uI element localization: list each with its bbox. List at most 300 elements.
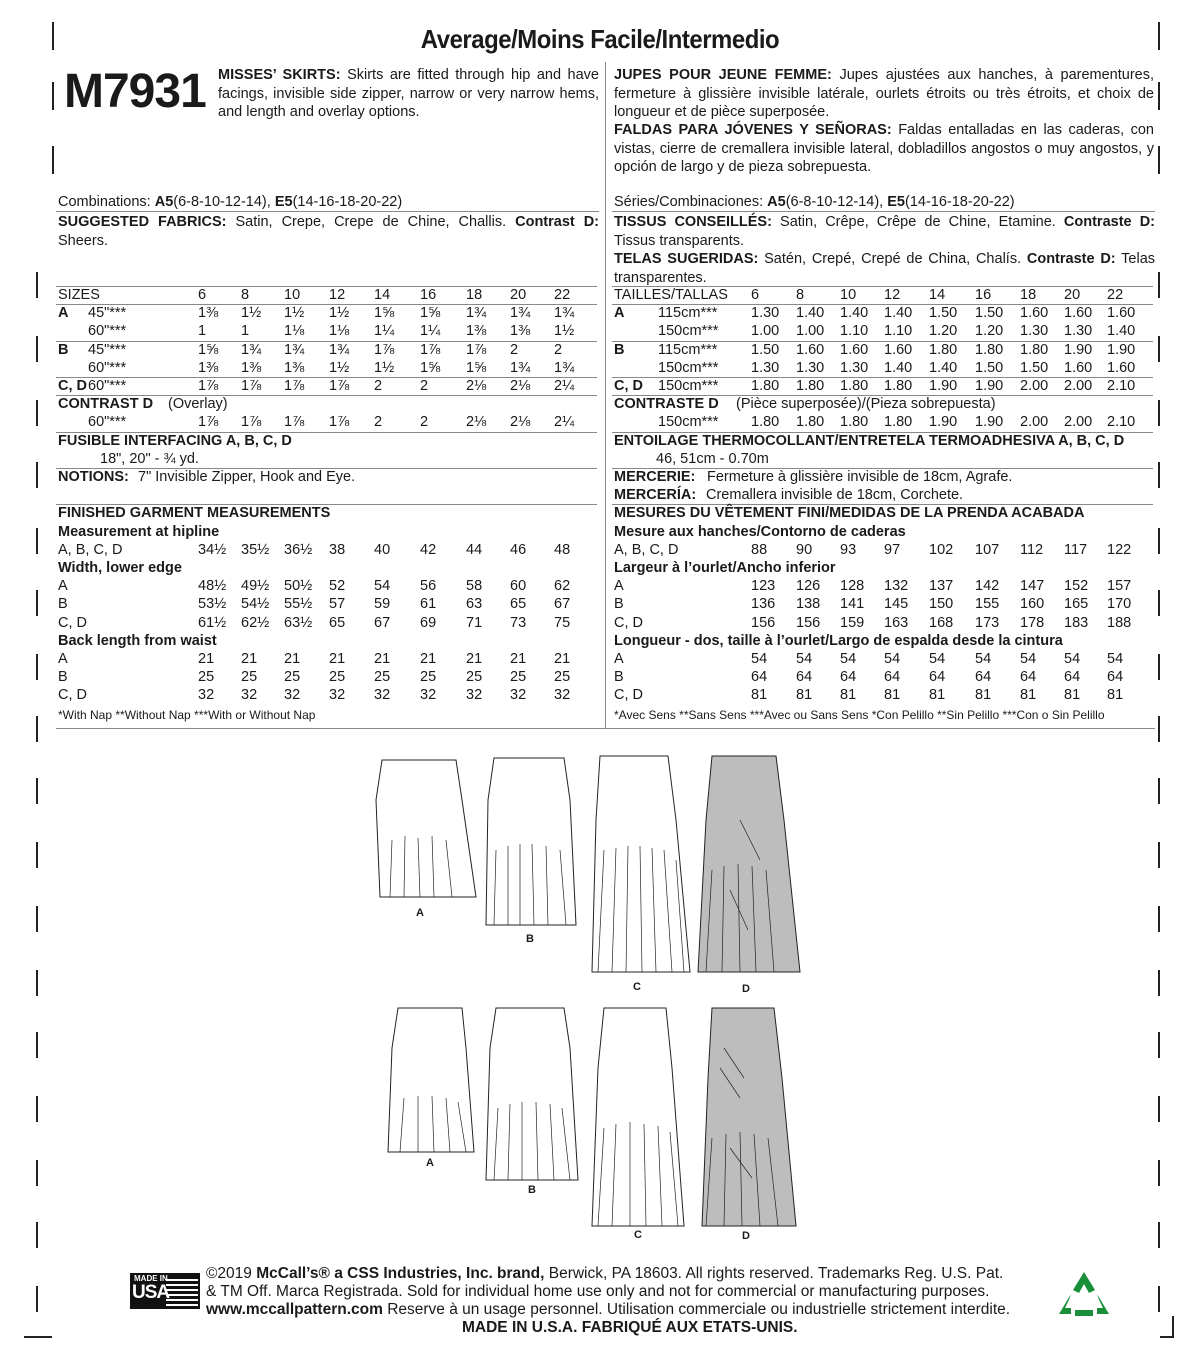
yardage-cell: 1.60: [1064, 305, 1093, 322]
measurement-cell: 132: [884, 578, 909, 595]
measurement-cell: 67: [374, 614, 391, 631]
size-col: 12: [884, 287, 901, 303]
comb-a5: A5: [154, 194, 174, 210]
measurement-cell: 36½: [284, 541, 313, 558]
measurement-cell: 61: [420, 596, 437, 613]
yardage-cell: 1.80: [1020, 341, 1049, 358]
footer-line-3-rest: Reserve à un usage personnel. Utilisation commerciale ou industrielle strictement interdite.: [387, 1301, 1011, 1318]
measurement-cell: 142: [975, 578, 1000, 595]
yardage-row: [614, 323, 1155, 341]
merceria-body: Cremallera invisible de 18cm, Corchete.: [706, 487, 964, 504]
size-col: 6: [751, 287, 760, 303]
length-row: [58, 651, 599, 669]
yardage-cell: 1⅞: [241, 378, 262, 394]
tissus-conseilles: [614, 213, 1155, 250]
measurement-cell: 156: [751, 614, 776, 631]
row-label: B: [58, 596, 68, 613]
measurement-cell: 48: [554, 541, 571, 558]
fabric-width: 115cm***: [658, 341, 718, 358]
measurement-cell: 93: [840, 541, 857, 558]
length-row: [614, 651, 1155, 669]
measurement-cell: 160: [1020, 596, 1045, 613]
measurement-cell: 170: [1107, 596, 1132, 613]
measurement-cell: 25: [554, 669, 571, 686]
yardage-cell: 1⅜: [198, 359, 219, 376]
telas-body: Satén, Crepé, Crepé de China, Chalís.: [764, 251, 1022, 267]
fabric-width: 60"***: [88, 378, 127, 394]
footer-line-1-rest: Berwick, PA 18603. All rights reserved. Trademarks Reg. U.S. Pat.: [548, 1265, 1004, 1282]
sketch-label-back-a: A: [426, 1157, 434, 1169]
combinations-label: Combinations:: [58, 194, 151, 210]
row-label: A: [614, 578, 624, 595]
measurement-cell: 21: [466, 651, 483, 667]
measurement-cell: 54: [1107, 651, 1124, 667]
hip-head-text: Measurement at hipline: [58, 523, 220, 540]
contrast-sub: (Pièce superposée)/(Pieza sobrepuesta): [736, 396, 996, 413]
measurement-cell: 138: [796, 596, 821, 613]
yardage-cell: 2⅛: [510, 378, 531, 394]
nap-note-text: *With Nap **Without Nap ***With or Without Nap: [58, 707, 316, 722]
measurement-cell: 53½: [198, 596, 227, 613]
sketch-back-c: [592, 1008, 684, 1226]
cut-mark: [36, 272, 38, 298]
length-head-text: Longueur - dos, taille à l’ourlet/Largo de espalda desde la cintura: [614, 632, 1063, 649]
yardage-cell: 1.00: [796, 323, 825, 340]
measurement-cell: 150: [929, 596, 954, 613]
measurement-cell: 60: [510, 578, 527, 595]
measurement-cell: 25: [198, 669, 215, 686]
measurement-cell: 42: [420, 541, 437, 558]
measurement-cell: 54½: [241, 596, 270, 613]
yardage-cell: 1.20: [975, 323, 1004, 340]
yardage-cell: 2⅛: [510, 414, 531, 431]
measurement-cell: 50½: [284, 578, 313, 595]
size-col: 12: [329, 287, 346, 303]
size-col: 22: [554, 287, 571, 303]
measurement-cell: 64: [1020, 669, 1037, 686]
measurement-cell: 65: [510, 596, 527, 613]
yardage-row: [614, 305, 1155, 323]
fabric-width: 45"***: [88, 341, 127, 358]
width-row: [614, 615, 1155, 633]
cut-mark: [1158, 528, 1160, 554]
fabric-width: 45"***: [88, 305, 127, 322]
cut-mark: [1158, 22, 1160, 50]
length-head-text: Back length from waist: [58, 632, 217, 649]
cut-mark: [1158, 146, 1160, 174]
yardage-cell: 1.30: [751, 305, 780, 322]
measurement-cell: 67: [554, 596, 571, 613]
measurement-cell: 81: [1107, 687, 1124, 704]
sketch-back-b: [486, 1008, 578, 1180]
notions-head: NOTIONS:: [58, 469, 129, 485]
telas-contrast-body: Telas transparentes.: [614, 251, 1156, 286]
yardage-cell: 1.50: [975, 359, 1004, 376]
yardage-cell: 1.80: [796, 378, 825, 394]
sketch-label-front-b: B: [526, 933, 534, 945]
contrast-row: [58, 414, 599, 432]
width-row: [58, 596, 599, 614]
measurement-cell: 156: [796, 614, 821, 631]
cut-mark: [36, 1286, 38, 1312]
yardage-cell: 1.50: [975, 305, 1004, 322]
yardage-cell: 1.40: [796, 305, 825, 322]
fabric-width: 150cm***: [658, 414, 719, 431]
measurement-cell: 32: [420, 687, 437, 704]
yardage-cell: 1¾: [329, 341, 350, 358]
yardage-cell: 1.80: [751, 414, 780, 431]
length-row: [58, 687, 599, 705]
measurement-cell: 54: [1064, 651, 1081, 667]
yardage-cell: 2: [374, 414, 383, 431]
row-label: A, B, C, D: [58, 541, 123, 558]
measurement-cell: 178: [1020, 614, 1045, 631]
measurement-cell: 63: [466, 596, 483, 613]
yardage-cell: 1.80: [884, 378, 913, 394]
rule: [56, 728, 1155, 729]
interfacing-title: FUSIBLE INTERFACING A, B, C, D: [58, 432, 292, 449]
comb-a5-sizes: (6-8-10-12-14),: [173, 194, 271, 210]
yardage-row: [58, 360, 599, 378]
combinations-en: [58, 194, 402, 210]
yardage-cell: 1⅜: [510, 323, 531, 340]
badge-stripes: [166, 1276, 198, 1306]
cut-mark: [36, 654, 38, 680]
yardage-cell: 1⅞: [284, 414, 305, 431]
measurement-cell: 165: [1064, 596, 1089, 613]
measurement-cell: 126: [796, 578, 821, 595]
size-col: 10: [284, 287, 301, 303]
measurement-cell: 32: [554, 687, 571, 704]
size-col: 20: [510, 287, 527, 303]
yardage-cell: 2.10: [1107, 378, 1136, 394]
comb-e5: E5: [274, 194, 293, 210]
measurement-cell: 54: [884, 651, 901, 667]
measurement-cell: 40: [374, 541, 391, 558]
row-label: A, B, C, D: [614, 541, 679, 558]
cut-mark: [1158, 82, 1160, 110]
cut-mark: [52, 82, 54, 110]
cut-mark: [1158, 716, 1160, 742]
measurement-cell: 188: [1107, 614, 1132, 631]
yardage-cell: 2: [374, 378, 383, 394]
sketch-front-b: [486, 758, 576, 925]
sketch-back-a: [388, 1008, 474, 1152]
yardage-cell: 2¼: [554, 378, 575, 394]
measurement-cell: 54: [1020, 651, 1037, 667]
interfacing-title: ENTOILAGE THERMOCOLLANT/ENTRETELA TERMOADHESIVA A, B, C, D: [614, 432, 1125, 449]
yardage-cell: 1.10: [884, 323, 913, 340]
sizes-header: [614, 287, 1155, 305]
measurement-cell: 145: [884, 596, 909, 613]
merceria-head: MERCERÍA:: [614, 487, 697, 504]
measurement-cell: 90: [796, 541, 813, 558]
measurement-cell: 54: [751, 651, 768, 667]
yardage-cell: 1⅛: [284, 323, 305, 340]
measurement-cell: 81: [975, 687, 992, 704]
yardage-cell: 2: [510, 341, 519, 358]
interfacing-amount: 46, 51cm - 0.70m: [656, 450, 769, 467]
mercerie-body: Fermeture à glissière invisible de 18cm, Agrafe.: [707, 469, 1013, 485]
measurement-cell: 54: [374, 578, 391, 595]
yardage-cell: 1¾: [510, 305, 531, 322]
yardage-cell: 1.60: [796, 341, 825, 358]
measurement-cell: 32: [284, 687, 301, 704]
yardage-cell: 1.80: [796, 414, 825, 431]
measurement-cell: 21: [374, 651, 391, 667]
tissus-head: TISSUS CONSEILLÉS:: [614, 214, 772, 230]
measurement-cell: 81: [884, 687, 901, 704]
row-label: A: [58, 578, 68, 595]
yardage-cell: 1.90: [1107, 341, 1136, 358]
width-row: [614, 596, 1155, 614]
badge-top: MADE IN: [134, 1274, 168, 1283]
row-label: C, D: [58, 614, 87, 631]
fabric-width: 60"***: [88, 414, 127, 431]
yardage-cell: 1.50: [1020, 359, 1049, 376]
suggested-fabrics: [58, 213, 599, 250]
yardage-cell: 1¾: [554, 359, 575, 376]
cut-mark: [36, 462, 38, 488]
made-in: MADE IN U.S.A.: [462, 1319, 578, 1336]
rule: [612, 211, 1155, 212]
finished-head-text: MESURES DU VÊTEMENT FINI/MEDIDAS DE LA PRENDA ACABADA: [614, 505, 1085, 522]
cut-mark: [52, 146, 54, 174]
fabric-width: 150cm***: [658, 323, 719, 340]
yardage-cell: 1.00: [751, 323, 780, 340]
yardage-cell: 1⅞: [329, 378, 350, 394]
measurement-cell: 75: [554, 614, 571, 631]
yardage-cell: 1.80: [840, 378, 869, 394]
measurement-cell: 64: [1064, 669, 1081, 686]
yardage-cell: 1⅜: [466, 323, 487, 340]
hip-head-text: Mesure aux hanches/Contorno de caderas: [614, 523, 906, 540]
yardage-cell: 1.60: [1107, 359, 1136, 376]
yardage-cell: 2: [554, 341, 563, 358]
fabrics-contrast-body: Sheers.: [58, 232, 108, 249]
measurement-cell: 56: [420, 578, 437, 595]
cut-mark: [1158, 400, 1160, 426]
measurement-cell: 122: [1107, 541, 1132, 558]
measurement-cell: 81: [796, 687, 813, 704]
contrast-head: [614, 396, 1155, 414]
hip-row: [614, 542, 1155, 560]
measurement-cell: 59: [374, 596, 391, 613]
yardage-cell: 1¼: [374, 323, 395, 340]
yardage-cell: 1½: [329, 305, 350, 322]
yardage-cell: 1⅝: [374, 305, 395, 322]
yardage-cell: 1.80: [884, 414, 913, 431]
yardage-cell: 1½: [241, 305, 262, 322]
fabric-width: 115cm***: [658, 305, 718, 322]
measurement-cell: 155: [975, 596, 1000, 613]
measurement-cell: 25: [329, 669, 346, 686]
measurement-cell: 157: [1107, 578, 1132, 595]
measurement-cell: 21: [284, 651, 301, 667]
rule: [56, 211, 599, 212]
yardage-cell: 1.50: [751, 341, 780, 358]
yardage-cell: 1.30: [796, 359, 825, 376]
recycle-icon: [1057, 1270, 1111, 1318]
measurement-cell: 81: [840, 687, 857, 704]
column-divider: [605, 62, 606, 728]
measurement-cell: 141: [840, 596, 865, 613]
yardage-cell: 1.90: [929, 378, 958, 394]
cut-mark: [1158, 336, 1160, 362]
measurement-cell: 25: [466, 669, 483, 686]
footer-line-4: [462, 1319, 798, 1337]
cut-mark: [36, 716, 38, 742]
website-link[interactable]: www.mccallpattern.com: [206, 1301, 383, 1318]
measurement-cell: 81: [1020, 687, 1037, 704]
cut-mark: [24, 1336, 52, 1338]
sketch-label-back-b: B: [528, 1184, 536, 1196]
size-col: 14: [929, 287, 946, 303]
sketch-back-d: [702, 1008, 796, 1226]
yardage-cell: 1⅝: [466, 359, 487, 376]
yardage-cell: 2.00: [1064, 378, 1093, 394]
measurement-cell: 21: [329, 651, 346, 667]
yardage-cell: 1½: [284, 305, 305, 322]
yardage-cell: 1.60: [1064, 359, 1093, 376]
measurement-cell: 137: [929, 578, 954, 595]
combinations-fr: [614, 194, 1015, 210]
size-col: 18: [466, 287, 483, 303]
measurement-cell: 112: [1020, 541, 1044, 558]
difficulty-title: Average/Moins Facile/Intermedio: [420, 24, 780, 54]
comb-e5: E5: [887, 194, 905, 210]
yardage-cell: 1⅞: [284, 378, 305, 394]
fabric-width: 150cm***: [658, 378, 719, 394]
measurement-cell: 64: [840, 669, 857, 686]
sketch-label-front-d: D: [742, 983, 750, 995]
yardage-cell: 1.40: [884, 359, 913, 376]
nap-note-text: *Avec Sens **Sans Sens ***Avec ou Sans Sens *Con Pelillo **Sin Pelillo ***Con o Sin Pelillo: [614, 707, 1105, 722]
measurement-cell: 57: [329, 596, 346, 613]
width-row: [614, 578, 1155, 596]
yardage-cell: 1⅞: [241, 414, 262, 431]
fabric-width: 60"***: [88, 323, 127, 340]
yardage-cell: 2.10: [1107, 414, 1136, 431]
measurement-cell: 25: [374, 669, 391, 686]
view-label: C, D: [614, 378, 643, 394]
yardage-cell: 1.60: [1107, 305, 1136, 322]
measurement-cell: 25: [420, 669, 437, 686]
description-en-body: Skirts are fitted through hip and have facings, invisible side zipper, narrow or very narrow hems, and length and overlay options.: [218, 67, 599, 120]
sizes-label: SIZES: [58, 287, 100, 303]
yardage-cell: 1: [198, 323, 207, 340]
yardage-cell: 1¾: [241, 341, 262, 358]
measurement-cell: 183: [1064, 614, 1089, 631]
row-label: B: [58, 669, 68, 686]
fabrics-head: SUGGESTED FABRICS:: [58, 214, 227, 230]
yardage-row: [614, 378, 1155, 396]
fabrique: FABRIQUÉ AUX ETATS-UNIS.: [581, 1319, 798, 1336]
measurement-cell: 25: [284, 669, 301, 686]
measurement-cell: 152: [1064, 578, 1089, 595]
yardage-cell: 2.00: [1064, 414, 1093, 431]
yardage-cell: 1.80: [929, 341, 958, 358]
made-in-usa-badge: [130, 1273, 200, 1309]
size-col: 6: [198, 287, 207, 303]
measurement-cell: 54: [796, 651, 813, 667]
description-fr: [614, 66, 1154, 122]
yardage-cell: 1⅝: [198, 341, 219, 358]
measurement-cell: 128: [840, 578, 865, 595]
measurement-cell: 21: [198, 651, 215, 667]
row-label: B: [614, 669, 624, 686]
yardage-cell: 1.90: [1064, 341, 1093, 358]
sketch-front-c: [592, 756, 690, 972]
description-es-head: FALDAS PARA JÓVENES Y SEÑORAS:: [614, 122, 892, 138]
measurement-cell: 54: [975, 651, 992, 667]
measurement-cell: 147: [1020, 578, 1045, 595]
mercerie-head: MERCERIE:: [614, 469, 696, 485]
measurement-cell: 81: [929, 687, 946, 704]
description-es: [614, 121, 1154, 177]
size-col: 8: [241, 287, 250, 303]
size-col: 20: [1064, 287, 1081, 303]
yardage-cell: 1¼: [420, 323, 441, 340]
length-row: [614, 669, 1155, 687]
comb-e5-sizes: (14-16-18-20-22): [904, 194, 1015, 210]
yardage-cell: 1.40: [840, 305, 869, 322]
yardage-cell: 1.60: [1020, 305, 1049, 322]
view-label: C, D: [58, 378, 87, 394]
yardage-cell: 2.00: [1020, 414, 1049, 431]
size-col: 22: [1107, 287, 1124, 303]
yardage-cell: 1½: [374, 359, 395, 376]
comb-e5-sizes: (14-16-18-20-22): [292, 194, 403, 210]
sketch-front-d: [698, 756, 800, 972]
measurement-cell: 61½: [198, 614, 227, 631]
contrast-title: CONTRAST D: [58, 396, 154, 413]
measurement-cell: 107: [975, 541, 1000, 558]
yardage-cell: 1⅞: [198, 378, 219, 394]
description-fr-body: Jupes ajustées aux hanches, à parementures, fermeture à glissière invisible latérale, ourlets étroits ou très étroits, et choix de longueur et de pièce superposée.: [614, 67, 1154, 120]
cut-mark: [36, 590, 38, 616]
badge-bottom: USA: [132, 1282, 170, 1303]
fabric-width: 60"***: [88, 359, 127, 376]
cut-mark: [1158, 272, 1160, 298]
measurement-cell: 173: [975, 614, 1000, 631]
yardage-cell: 1.30: [840, 359, 869, 376]
view-label: B: [58, 341, 69, 358]
yardage-cell: 1.40: [929, 359, 958, 376]
measurement-cell: 25: [241, 669, 258, 686]
measurement-cell: 62: [554, 578, 571, 595]
row-label: B: [614, 596, 624, 613]
yardage-row: [614, 360, 1155, 378]
yardage-cell: 1⅜: [241, 359, 262, 376]
yardage-cell: 1⅛: [329, 323, 350, 340]
cut-mark: [1158, 654, 1160, 680]
view-label: A: [614, 305, 625, 322]
size-col: 16: [975, 287, 992, 303]
measurement-cell: 44: [466, 541, 483, 558]
view-sketches: [0, 740, 1200, 1280]
measurement-cell: 54: [840, 651, 857, 667]
yardage-cell: 1.60: [884, 341, 913, 358]
measurement-cell: 117: [1064, 541, 1088, 558]
yardage-cell: 1.90: [929, 414, 958, 431]
yardage-cell: 1½: [554, 323, 575, 340]
measurement-cell: 21: [554, 651, 571, 667]
yardage-cell: 1.10: [840, 323, 869, 340]
yardage-cell: 1¾: [510, 359, 531, 376]
measurement-cell: 54: [929, 651, 946, 667]
yardage-cell: 1.30: [1020, 323, 1049, 340]
